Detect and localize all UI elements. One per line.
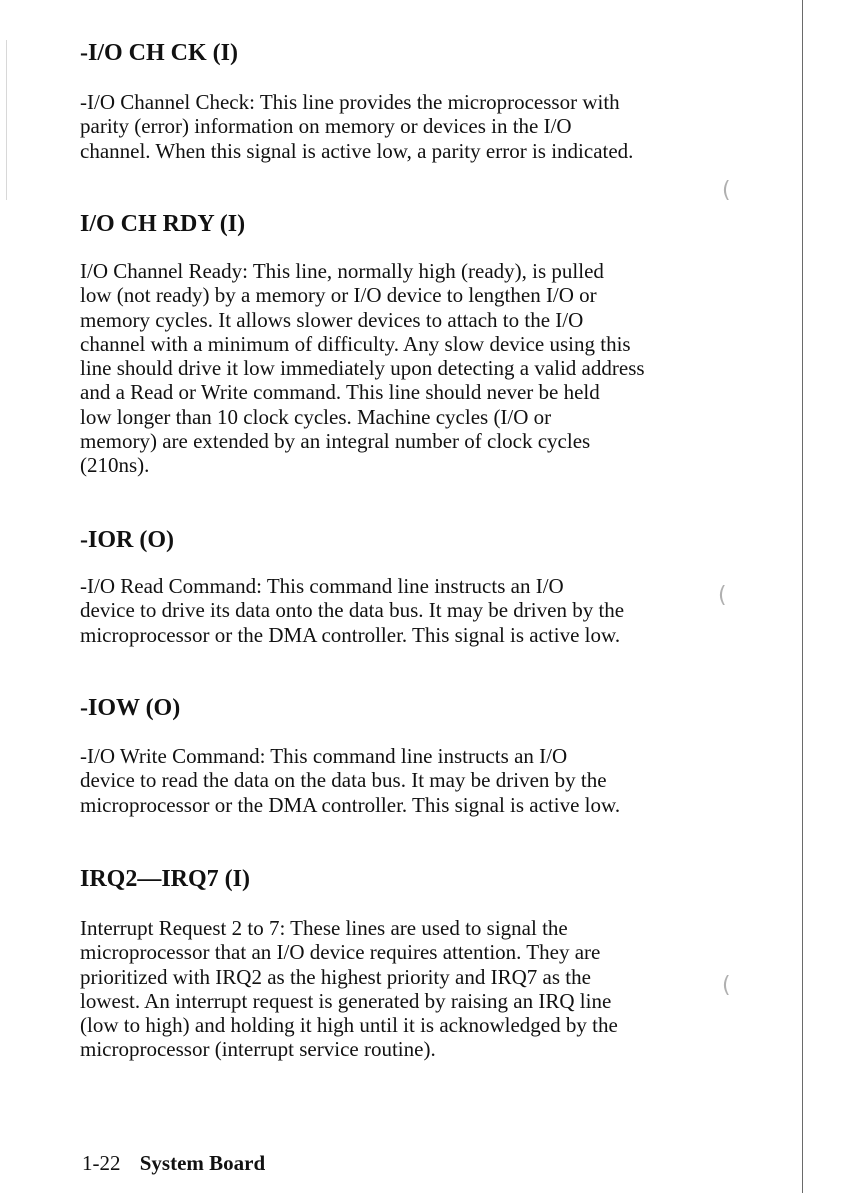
section-paragraph — [80, 574, 624, 647]
paragraph-line: low longer than 10 clock cycles. Machine cycles (I/O or — [80, 404, 552, 429]
paragraph-line: microprocessor (interrupt service routine). — [80, 1037, 436, 1062]
scan-mark: ( — [722, 973, 731, 998]
paragraph-line: channel with a minimum of difficulty. Any slow device using this — [80, 331, 631, 356]
footer-section-title: System Board — [139, 1151, 266, 1175]
section-paragraph — [80, 916, 618, 1062]
page-footer — [82, 1150, 265, 1176]
paragraph-line: microprocessor or the DMA controller. This signal is active low. — [80, 622, 621, 647]
paragraph-line: (low to high) and holding it high until it is acknowledged by the — [80, 1013, 618, 1038]
paragraph-line: and a Read or Write command. This line should never be held — [80, 380, 600, 405]
section-heading: -I/O CH CK (I) — [80, 40, 238, 66]
paragraph-line: microprocessor or the DMA controller. This signal is active low. — [80, 792, 621, 817]
paragraph-line: (210ns). — [80, 453, 150, 478]
scan-mark: ( — [722, 178, 731, 203]
section-heading: -IOW (O) — [80, 695, 181, 721]
paragraph-line: low (not ready) by a memory or I/O device to lengthen I/O or — [80, 283, 597, 308]
paragraph-line: device to drive its data onto the data bus. It may be driven by the — [80, 598, 625, 623]
paragraph-line: lowest. An interrupt request is generated by raising an IRQ line — [80, 988, 612, 1013]
section-paragraph — [80, 259, 645, 478]
paragraph-line: -I/O Write Command: This command line instructs an I/O — [80, 744, 568, 768]
paragraph-line: memory cycles. It allows slower devices to attach to the I/O — [80, 307, 584, 332]
paragraph-line: channel. When this signal is active low, a parity error is indicated. — [80, 138, 634, 163]
paragraph-line: device to read the data on the data bus. It may be driven by the — [80, 768, 607, 793]
paragraph-line: Interrupt Request 2 to 7: These lines are used to signal the — [80, 916, 568, 940]
paragraph-line: memory) are extended by an integral number of clock cycles — [80, 429, 591, 454]
section-heading: I/O CH RDY (I) — [80, 211, 246, 237]
page-binding-edge — [802, 0, 803, 1193]
paragraph-line: microprocessor that an I/O device requires attention. They are — [80, 940, 601, 965]
paragraph-line: I/O Channel Ready: This line, normally high (ready), is pulled — [80, 259, 604, 283]
scan-mark: ( — [718, 583, 727, 608]
page-number: 1-22 — [82, 1151, 121, 1175]
paragraph-line: -I/O Read Command: This command line instructs an I/O — [80, 574, 564, 598]
paragraph-line: parity (error) information on memory or devices in the I/O — [80, 114, 572, 139]
section-paragraph — [80, 744, 620, 817]
section-paragraph — [80, 90, 633, 163]
paragraph-line: prioritized with IRQ2 as the highest priority and IRQ7 as the — [80, 964, 591, 989]
section-heading: -IOR (O) — [80, 527, 174, 553]
section-heading: IRQ2—IRQ7 (I) — [80, 866, 251, 892]
page-left-edge — [6, 40, 7, 200]
paragraph-line: line should drive it low immediately upon detecting a valid address — [80, 356, 645, 381]
paragraph-line: -I/O Channel Check: This line provides the microprocessor with — [80, 90, 620, 114]
